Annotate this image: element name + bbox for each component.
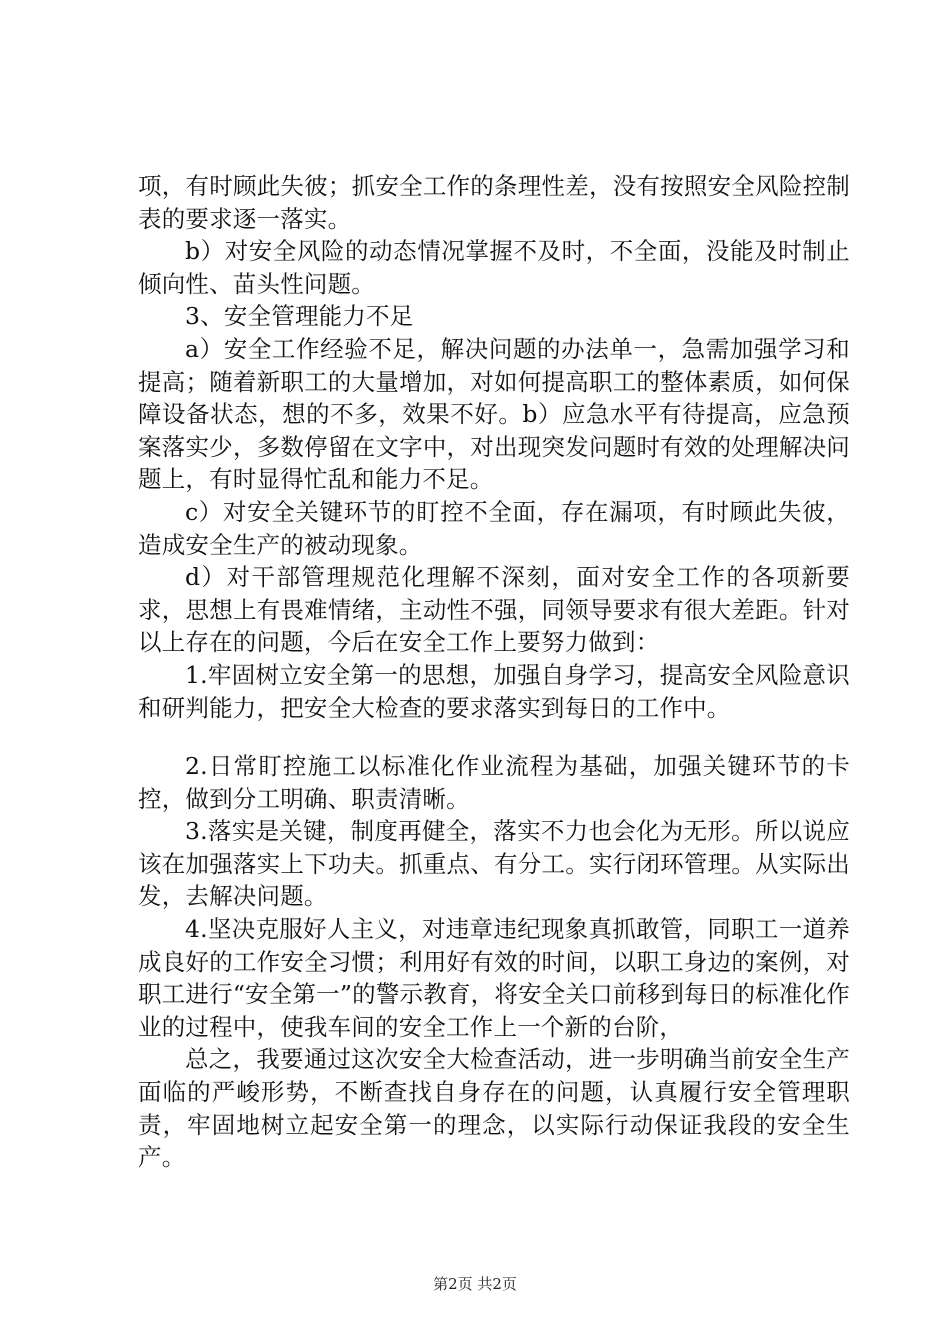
document-body: [138, 170, 850, 1174]
paragraph-continuation: 项，有时顾此失彼；抓安全工作的条理性差，没有按照安全风险控制表的要求逐一落实。: [138, 172, 850, 233]
paragraph-measure-4: 4.坚决克服好人主义，对违章违纪现象真抓敢管，同职工一道养成良好的工作安全习惯；利用好有效的时间，以职工身边的案例，对职工进行“安全第一”的警示教育，将安全关口前移到每日的标准化作业的过程中，使我车间的安全工作上一个新的台阶，: [138, 915, 850, 1041]
paragraph-item-b-risk-dynamics: b）对安全风险的动态情况掌握不及时，不全面，没能及时制止倾向性、苗头性问题。: [138, 237, 850, 298]
paragraph-measure-2: 2.日常盯控施工以标准化作业流程为基础，加强关键环节的卡控，做到分工明确、职责清晰。: [138, 752, 850, 813]
paragraph-spacer: [138, 724, 850, 750]
paragraph-conclusion: 总之，我要通过这次安全大检查活动，进一步明确当前安全生产面临的严峻形势，不断查找自身存在的问题，认真履行安全管理职责，牢固地树立起安全第一的理念，以实际行动保证我段的安全生产。: [138, 1045, 850, 1172]
paragraph-item-c-key-links: c）对安全关键环节的盯控不全面，存在漏项，有时顾此失彼，造成安全生产的被动现象。: [138, 497, 850, 559]
page-number-footer: 第2页 共2页: [433, 1275, 517, 1293]
paragraph-item-d-standardization: d）对干部管理规范化理解不深刻，面对安全工作的各项新要求，思想上有畏难情绪，主动性不强，同领导要求有很大差距。针对以上存在的问题，今后在安全工作上要努力做到：: [138, 563, 850, 657]
paragraph-item-a-experience: a）安全工作经验不足，解决问题的办法单一，急需加强学习和提高；随着新职工的大量增加，对如何提高职工的整体素质，如何保障设备状态，想的不多，效果不好。b）应急水平有待提高，应急预案落实少，多数停留在文字中，对出现突发问题时有效的处理解决问题上，有时显得忙乱和能力不足。: [138, 334, 850, 494]
paragraph-measure-1: 1.牢固树立安全第一的思想，加强自身学习，提高安全风险意识和研判能力，把安全大检查的要求落实到每日的工作中。: [138, 660, 850, 722]
section-heading-management-ability: 3、安全管理能力不足: [185, 302, 414, 331]
paragraph-measure-3: 3.落实是关键，制度再健全，落实不力也会化为无形。所以说应该在加强落实上下功夫。抓重点、有分工。实行闭环管理。从实际出发，去解决问题。: [138, 817, 850, 911]
